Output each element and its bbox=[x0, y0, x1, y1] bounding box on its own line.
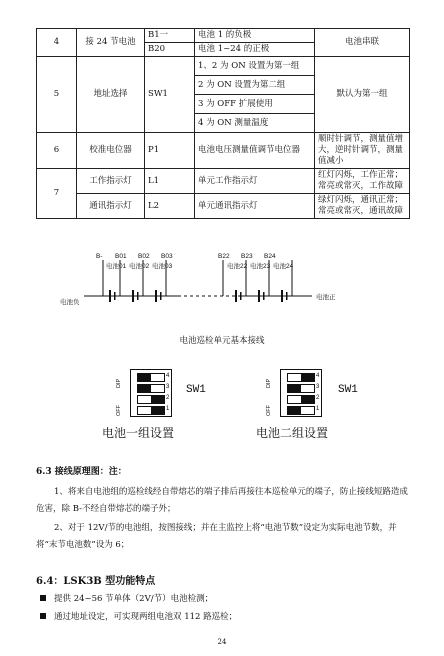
dip-number: 2 bbox=[166, 395, 170, 401]
terminal-label: B23 bbox=[241, 253, 253, 260]
wiring-diagram bbox=[60, 252, 390, 312]
terminal-label: B01 bbox=[115, 253, 127, 260]
row-code: P1 bbox=[145, 133, 195, 169]
dip-box bbox=[130, 369, 172, 417]
row-code: L2 bbox=[145, 194, 195, 219]
table-row bbox=[37, 29, 410, 43]
row-item: 地址选择 bbox=[77, 57, 145, 133]
row-number: 4 bbox=[37, 29, 77, 57]
table-row bbox=[37, 57, 410, 76]
bullet-text: 提供 24~56 节单体（2V/节）电池检测； bbox=[54, 594, 214, 604]
bullet-item bbox=[40, 610, 237, 622]
cell-label: 电池01 bbox=[106, 263, 127, 270]
dip-switch-group-2 bbox=[262, 366, 332, 424]
dip-box bbox=[280, 369, 322, 417]
dip-number: 3 bbox=[316, 384, 320, 390]
row-item: 接 24 节电池 bbox=[77, 29, 145, 57]
row-desc: 3 为 OFF 扩展使用 bbox=[195, 95, 315, 114]
off-text: OFF bbox=[116, 405, 122, 416]
row-code: SW1 bbox=[145, 57, 195, 133]
row-code: B20 bbox=[145, 43, 195, 57]
dip-number: 1 bbox=[316, 406, 320, 412]
row-code: L1 bbox=[145, 169, 195, 194]
dip-switch-2[interactable] bbox=[137, 395, 165, 404]
row-desc: 4 为 ON 测量温度 bbox=[195, 114, 315, 133]
row-desc: 电池 1~24 的正极 bbox=[195, 43, 315, 57]
spec-table bbox=[36, 28, 410, 219]
bullet-square-icon bbox=[40, 613, 46, 619]
row-item: 校准电位器 bbox=[77, 133, 145, 169]
positive-label: 电池正 bbox=[316, 294, 336, 301]
dip-number: 4 bbox=[166, 373, 170, 379]
row-remark: 红灯闪烁，工作正常；常亮或常灭，工作故障 bbox=[315, 169, 410, 194]
bullet-item bbox=[40, 592, 213, 604]
row-desc: 1、2 为 ON 设置为第一组 bbox=[195, 57, 315, 76]
page-number: 24 bbox=[217, 638, 227, 646]
dip-number: 4 bbox=[316, 373, 320, 379]
negative-label: 电池负 bbox=[60, 299, 80, 306]
row-item: 工作指示灯 bbox=[77, 169, 145, 194]
paragraph-2: 2、对于 12V/节的电池组，按图接线；并在主监控上将“电池节数”设定为实际电池节数，并将“末节电池数”设为 6； bbox=[36, 523, 397, 550]
dip-text: DIP bbox=[266, 378, 272, 388]
off-text: OFF bbox=[266, 405, 272, 416]
row-remark: 电池串联 bbox=[315, 29, 410, 57]
row-number: 6 bbox=[37, 133, 77, 169]
paragraph-1: 1、将来自电池组的巡检线经自带熔芯的端子排后再接往本巡检单元的端子，防止接线短路造成危害，除 B-不经自带熔芯的端子外； bbox=[36, 487, 408, 514]
cell-label: 电池22 bbox=[227, 263, 248, 270]
cell-label: 电池02 bbox=[129, 263, 150, 270]
group1-caption: 电池一组设置 bbox=[102, 426, 175, 440]
dip-number: 1 bbox=[166, 406, 170, 412]
row-number: 5 bbox=[37, 57, 77, 133]
sw1-label: SW1 bbox=[186, 384, 206, 396]
row-item: 通讯指示灯 bbox=[77, 194, 145, 219]
table-row bbox=[37, 194, 410, 219]
section-6-3-title: 6.3 接线原理图：注： bbox=[36, 467, 127, 477]
terminal-label: B03 bbox=[161, 253, 173, 260]
row-desc: 电池 1 的负极 bbox=[195, 29, 315, 43]
row-desc: 电池电压测量值调节电位器 bbox=[195, 133, 315, 169]
row-remark: 顺时针调节，测量值增大，逆时针调节，测量值减小 bbox=[315, 133, 410, 169]
dip-switch-1[interactable] bbox=[287, 406, 315, 415]
cell-label: 电池23 bbox=[250, 263, 271, 270]
terminal-label: B- bbox=[96, 253, 103, 260]
sw1-label: SW1 bbox=[338, 384, 358, 396]
dip-switch-4[interactable] bbox=[137, 373, 165, 382]
table-row bbox=[37, 169, 410, 194]
group2-caption: 电池二组设置 bbox=[256, 426, 329, 440]
row-remark: 绿灯闪烁，通讯正常；常亮或常灭，通讯故障 bbox=[315, 194, 410, 219]
terminal-label: B24 bbox=[264, 253, 276, 260]
row-code: B1一 bbox=[145, 29, 195, 43]
dip-text: DIP bbox=[116, 378, 122, 388]
wiring-caption: 电池巡检单元基本接线 bbox=[179, 335, 265, 345]
dip-number: 2 bbox=[316, 395, 320, 401]
row-number: 7 bbox=[37, 169, 77, 219]
dip-switch-4[interactable] bbox=[287, 373, 315, 382]
cell-label: 电池24 bbox=[273, 263, 294, 270]
row-desc: 单元工作指示灯 bbox=[195, 169, 315, 194]
dip-number: 3 bbox=[166, 384, 170, 390]
dip-switch-2[interactable] bbox=[287, 395, 315, 404]
dip-switch-3[interactable] bbox=[287, 384, 315, 393]
bullet-square-icon bbox=[40, 595, 46, 601]
terminal-label: B02 bbox=[138, 253, 150, 260]
bullet-text: 通过地址设定，可实现两组电池双 112 路巡检； bbox=[54, 612, 238, 622]
dip-switch-group-1 bbox=[112, 366, 182, 424]
section-6-4-title: 6.4：LSK3B 型功能特点 bbox=[36, 576, 156, 587]
dip-switch-1[interactable] bbox=[137, 406, 165, 415]
table-row bbox=[37, 133, 410, 169]
row-remark: 默认为第一组 bbox=[315, 57, 410, 133]
cell-label: 电池03 bbox=[152, 263, 173, 270]
terminal-label: B22 bbox=[218, 253, 230, 260]
row-desc: 2 为 ON 设置为第二组 bbox=[195, 76, 315, 95]
dip-switch-3[interactable] bbox=[137, 384, 165, 393]
row-desc: 单元通讯指示灯 bbox=[195, 194, 315, 219]
